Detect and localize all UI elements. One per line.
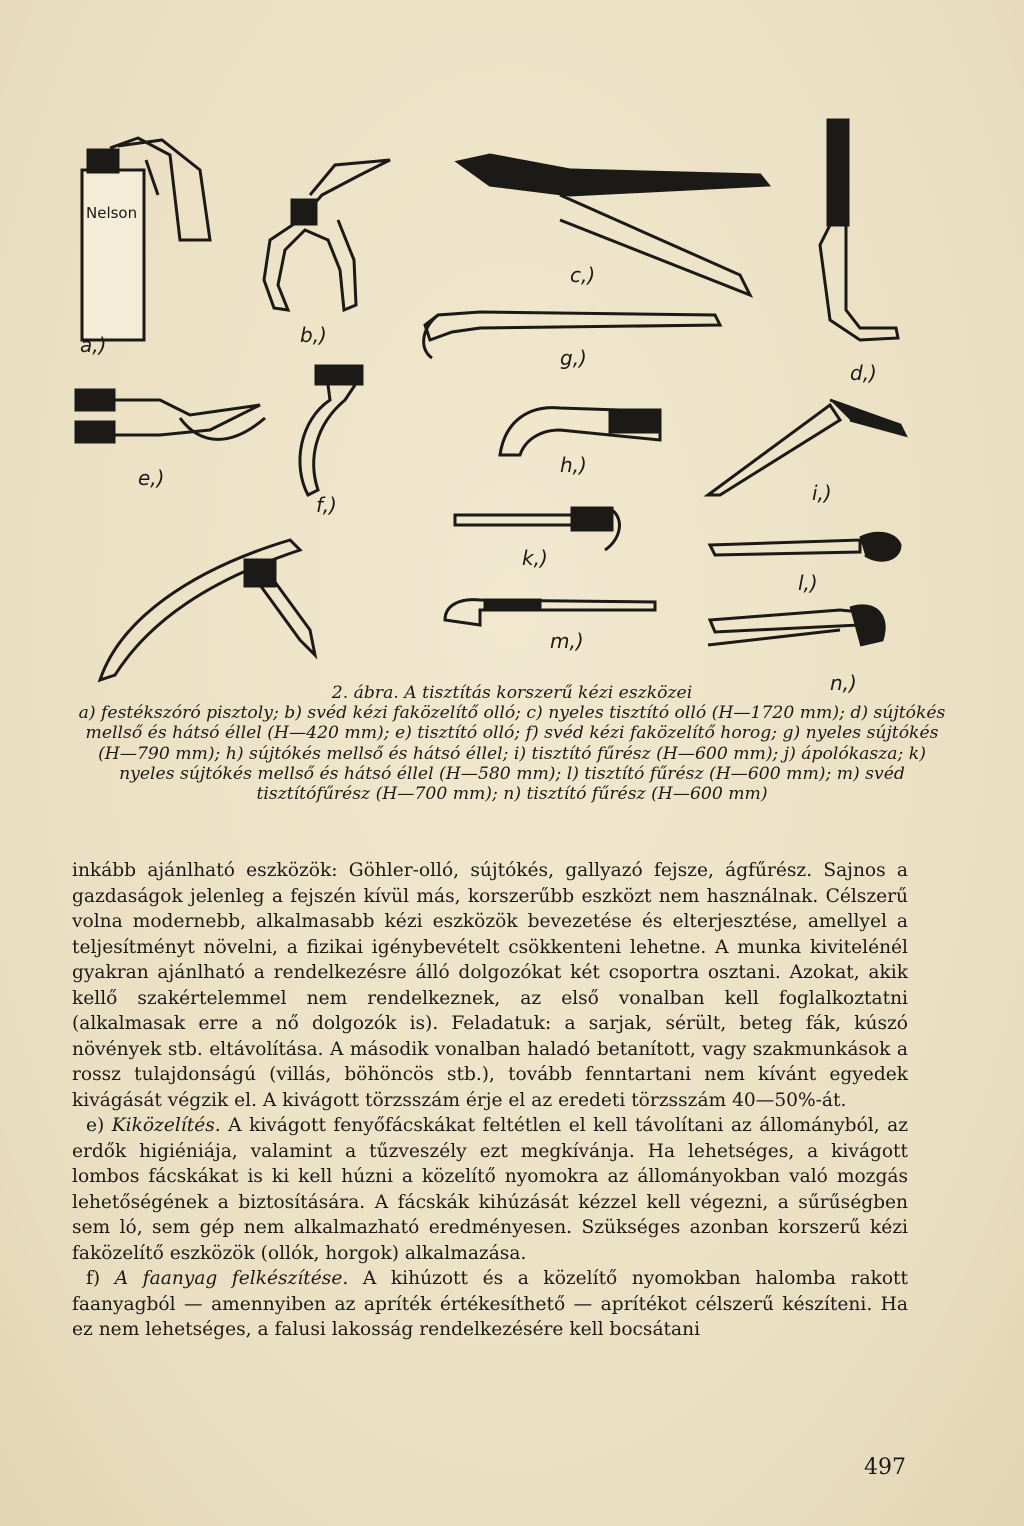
paragraph-f-heading: A faanyag felkészítése. [114, 1268, 349, 1289]
fig-label-d: d,) [850, 361, 877, 385]
fig-label-g: g,) [560, 346, 587, 370]
tongs-drawing [264, 160, 390, 310]
page-number: 497 [864, 1455, 906, 1480]
fig-label-i: i,) [812, 481, 832, 505]
figure-caption [72, 683, 952, 804]
timber-hook-drawing [300, 366, 362, 495]
fig-label-m: m,) [550, 629, 584, 653]
paragraph-e-text: A kivágott fenyőfácskákat feltétlen el kell távolítani az állományból, az erdők higiéniája, valamint a tűzveszély ezt megkívánja. Ha lehetséges, a kivágott lombos fácskákat is ki kell húzni a közelítő nyomokra az állományokban való mozgás lehetőségének a biztosítására. A fácskák kihúzását kézzel kell végezni, a sűrűségben sem ló, sem gép nem alkalmazható eredményesen. Szükséges azonban korszerű kézi faközelítő eszközök (ollók, horgok) alkalmazása. [72, 1115, 908, 1264]
paragraph-e-heading: Kiközelítés. [111, 1115, 221, 1136]
paragraph-f-text: A kihúzott és a közelítő nyomokban halomba rakott faanyagból — amennyiben az apríték értékesíthető — aprítékot célszerű készíteni. Ha ez nem lehetséges, a falusi lakosság rendelkezésére kell bocsátani [72, 1268, 908, 1340]
fig-label-k: k,) [522, 546, 548, 570]
pruning-saw-l-drawing [710, 533, 900, 560]
tools-figure [60, 100, 980, 700]
fig-label-b: b,) [300, 323, 327, 347]
brush-hook-drawing [100, 540, 315, 680]
nelson-label: Nelson [86, 204, 138, 222]
fig-label-c: c,) [570, 263, 596, 287]
fig-label-e: e,) [138, 466, 165, 490]
fig-label-f: f,) [316, 493, 337, 517]
spray-gun-drawing [82, 138, 210, 340]
paragraph-1: inkább ajánlható eszközök: Göhler-olló, sújtókés, gallyazó fejsze, ágfűrész. Sajnos a gazdaságok jelenleg a fejszén kívül más, korszerűbb eszközt nem használnak. Célszerű volna modernebb, alkalmasabb kézi eszközök bevezetése és elterjesztése, amellyel a teljesítményt növelni, a fizikai igénybevételt csökkenteni lehetne. A munka kivitelénél gyakran ajánlható a rendelkezésre álló dolgozókat két csoportra osztani. Azokat, akik kellő szakértelemmel nem rendelkeznek, az első vonalban kell foglalkoztatni (alkalmasak erre a nő dolgozók is). Feladatuk: a sarjak, sérült, beteg fák, kúszó növények stb. eltávolítása. A második vonalban haladó betanított, vagy szakmunkások a rossz tulajdonságú (villás, böhöncös stb.), tovább fenntartani nem kívánt egyedek kivágását végzik el. A kivágott törzsszám érje el az eredeti törzsszám 40—50%-át. [72, 860, 908, 1111]
hook-knife-drawing [820, 120, 898, 340]
long-shears-drawing [458, 155, 768, 295]
handled-knife-k-drawing [455, 508, 619, 550]
fig-label-n: n,) [830, 671, 857, 695]
pruning-saw-i-drawing [708, 400, 905, 495]
paragraph-e-letter: e) [86, 1115, 112, 1136]
hooked-blade-drawing [500, 408, 660, 455]
fig-label-l: l,) [798, 571, 818, 595]
caption-title: 2. ábra. A tisztítás korszerű kézi eszközei [331, 683, 693, 703]
swedish-saw-drawing [445, 600, 655, 625]
caption-text: a) festékszóró pisztoly; b) svéd kézi faközelítő olló; c) nyeles tisztító olló (H—1720 mm); d) sújtókés mellső és hátsó éllel (H—420 mm); e) tisztító olló; f) svéd kézi faközelítő horog; g) nyeles sújtókés (H—790 mm); h) sújtókés mellső és hátsó éllel; i) tisztító fűrész (H—600 mm); j) ápolókasza; k) nyeles sújtókés mellső és hátsó éllel (H—580 mm); l) tisztító fűrész (H—600 mm); m) svéd tisztítófűrész (H—700 mm); n) tisztító fűrész (H—600 mm) [78, 703, 946, 805]
body-text [72, 858, 908, 1343]
fig-label-a: a,) [80, 333, 107, 357]
paragraph-f [72, 1266, 908, 1343]
fig-label-h: h,) [560, 453, 587, 477]
pruning-saw-n-drawing [708, 606, 884, 645]
pruning-shears-drawing [76, 390, 265, 442]
paragraph-e [72, 1113, 908, 1266]
paragraph-f-letter: f) [86, 1268, 115, 1289]
